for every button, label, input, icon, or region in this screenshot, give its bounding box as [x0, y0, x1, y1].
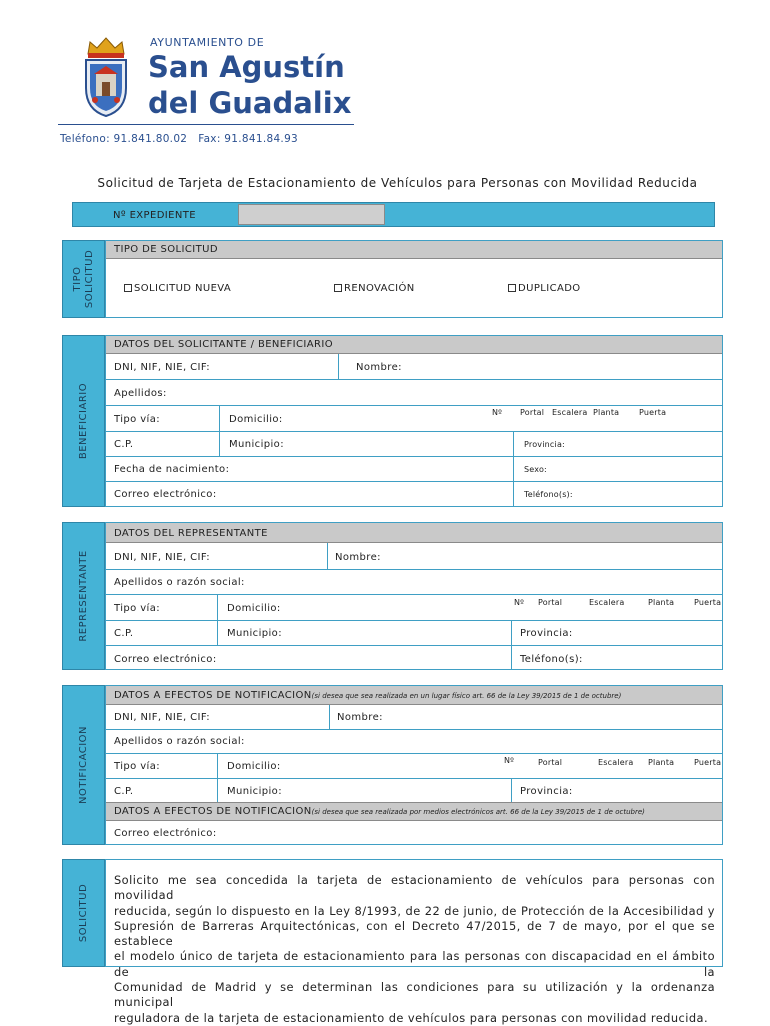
solicitante-telefono-field[interactable]: Teléfono(s): — [524, 490, 573, 499]
notificacion-panel — [105, 685, 723, 845]
notificacion-provincia-field[interactable]: Provincia: — [520, 786, 573, 797]
representante-municipio-field[interactable]: Municipio: — [227, 628, 282, 639]
solicitud-line-4: el modelo único de tarjeta de estacionamiento para las personas con discapacidad en el ámbito de la — [114, 949, 715, 979]
notificacion-correo-field[interactable]: Correo electrónico: — [114, 828, 217, 839]
municipality-name-line2: del Guadalix — [148, 86, 352, 120]
solicitud-panel — [105, 859, 723, 1025]
solicitante-municipio-field[interactable]: Municipio: — [229, 439, 284, 450]
representante-correo-field[interactable]: Correo electrónico: — [114, 654, 217, 665]
representante-apellidos-field[interactable]: Apellidos o razón social: — [114, 577, 245, 588]
notificacion-electronica-note: (si desea que sea realizada por medios electrónicos art. 66 de la Ley 39/2015 de 1 de octubre) — [311, 808, 645, 816]
solicitud-text — [114, 873, 715, 1026]
notificacion-header-note: (si desea que sea realizada en un lugar físico art. 66 de la Ley 39/2015 de 1 de octubre) — [311, 692, 622, 700]
solicitante-provincia-field[interactable]: Provincia: — [524, 440, 565, 449]
header-divider — [58, 124, 354, 125]
solicitante-tipo-via-field[interactable]: Tipo vía: — [114, 414, 161, 425]
solicitante-panel — [105, 335, 723, 507]
checkbox-solicitud-nueva[interactable] — [124, 284, 132, 292]
notificacion-numero-field[interactable]: Nº — [504, 756, 515, 765]
solicitud-line-2: reducida, según lo dispuesto en la Ley 8/1993, de 22 de junio, de Protección de la Accesibilidad y — [114, 903, 715, 918]
expediente-label: Nº EXPEDIENTE — [113, 210, 196, 221]
coat-of-arms-logo — [80, 36, 132, 118]
solicitante-sexo-field[interactable]: Sexo: — [524, 465, 547, 474]
representante-numero-field[interactable]: Nº — [514, 598, 525, 607]
solicitante-escalera-field[interactable]: Escalera — [552, 408, 588, 417]
solicitante-header: DATOS DEL SOLICITANTE / BENEFICIARIO — [106, 336, 722, 354]
representante-nombre-field[interactable]: Nombre: — [335, 552, 381, 563]
notificacion-dni-field[interactable]: DNI, NIF, NIE, CIF: — [114, 712, 211, 723]
representante-provincia-field[interactable]: Provincia: — [520, 628, 573, 639]
notificacion-puerta-field[interactable]: Puerta — [694, 758, 722, 767]
representante-escalera-field[interactable]: Escalera — [589, 598, 625, 607]
beneficiario-side-tab: BENEFICIARIO — [62, 335, 105, 507]
option-duplicado[interactable]: DUPLICADO — [508, 283, 581, 294]
representante-side-tab: REPRESENTANTE — [62, 522, 105, 670]
expediente-bar — [72, 202, 715, 227]
representante-tipo-via-field[interactable]: Tipo vía: — [114, 603, 161, 614]
form-title: Solicitud de Tarjeta de Estacionamiento de Vehículos para Personas con Movilidad Reducida — [97, 176, 698, 190]
representante-panel — [105, 522, 723, 670]
notificacion-portal-field[interactable]: Portal — [538, 758, 563, 767]
solicitud-line-5: Comunidad de Madrid y se determinan las condiciones para su utilización y la ordenanza municipal — [114, 980, 715, 1010]
representante-header: DATOS DEL REPRESENTANTE — [106, 523, 722, 543]
notificacion-planta-field[interactable]: Planta — [648, 758, 675, 767]
checkbox-renovacion[interactable] — [334, 284, 342, 292]
contact-info: Teléfono: 91.841.80.02 Fax: 91.841.84.93 — [60, 133, 299, 145]
tipo-header: TIPO DE SOLICITUD — [106, 241, 722, 259]
representante-domicilio-field[interactable]: Domicilio: — [227, 603, 281, 614]
solicitante-correo-field[interactable]: Correo electrónico: — [114, 489, 217, 500]
notificacion-municipio-field[interactable]: Municipio: — [227, 786, 282, 797]
tipo-side-label: TIPO SOLICITUD — [71, 249, 95, 309]
solicitante-nombre-field[interactable]: Nombre: — [356, 362, 402, 373]
option-renovacion[interactable]: RENOVACIÓN — [334, 283, 415, 294]
representante-puerta-field[interactable]: Puerta — [694, 598, 722, 607]
solicitante-portal-field[interactable]: Portal — [520, 408, 545, 417]
solicitante-dni-field[interactable]: DNI, NIF, NIE, CIF: — [114, 362, 211, 373]
solicitud-line-3: Supresión de Barreras Arquitectónicas, con el Decreto 47/2015, de 7 de mayo, por el que se establece — [114, 918, 715, 949]
tipo-side-tab — [62, 240, 105, 318]
notificacion-nombre-field[interactable]: Nombre: — [337, 712, 383, 723]
notificacion-tipo-via-field[interactable]: Tipo vía: — [114, 761, 161, 772]
notificacion-escalera-field[interactable]: Escalera — [598, 758, 634, 767]
expediente-input[interactable] — [238, 204, 385, 225]
solicitante-puerta-field[interactable]: Puerta — [639, 408, 667, 417]
solicitante-cp-field[interactable]: C.P. — [114, 439, 134, 450]
municipality-prefix: AYUNTAMIENTO DE — [150, 36, 265, 49]
representante-planta-field[interactable]: Planta — [648, 598, 675, 607]
solicitante-domicilio-field[interactable]: Domicilio: — [229, 414, 283, 425]
notificacion-side-tab: NOTIFICACION — [62, 685, 105, 845]
representante-dni-field[interactable]: DNI, NIF, NIE, CIF: — [114, 552, 211, 563]
municipality-name-line1: San Agustín — [148, 50, 345, 84]
solicitud-line-1: Solicito me sea concedida la tarjeta de estacionamiento de vehículos para personas con movilidad — [114, 873, 715, 903]
solicitud-line-6: reguladora de la tarjeta de estacionamiento de vehículos para personas con movilidad reducida. — [114, 1010, 709, 1025]
representante-portal-field[interactable]: Portal — [538, 598, 563, 607]
representante-cp-field[interactable]: C.P. — [114, 628, 134, 639]
tipo-panel — [105, 240, 723, 318]
notificacion-header: DATOS A EFECTOS DE NOTIFICACION(si desea que sea realizada en un lugar físico art. 66 de la Ley 39/2015 de 1 de octubre) — [106, 686, 722, 705]
solicitud-side-tab: SOLICITUD — [62, 859, 105, 967]
notificacion-electronica-header: DATOS A EFECTOS DE NOTIFICACION(si desea que sea realizada por medios electrónicos art. 66 de la Ley 39/2015 de 1 de octubre) — [106, 802, 722, 821]
solicitante-fecha-nacimiento-field[interactable]: Fecha de nacimiento: — [114, 464, 230, 475]
notificacion-cp-field[interactable]: C.P. — [114, 786, 134, 797]
checkbox-duplicado[interactable] — [508, 284, 516, 292]
option-solicitud-nueva[interactable]: SOLICITUD NUEVA — [124, 283, 231, 294]
solicitante-numero-field[interactable]: Nº — [492, 408, 503, 417]
notificacion-apellidos-field[interactable]: Apellidos o razón social: — [114, 736, 245, 747]
solicitante-planta-field[interactable]: Planta — [593, 408, 620, 417]
notificacion-domicilio-field[interactable]: Domicilio: — [227, 761, 281, 772]
representante-telefono-field[interactable]: Teléfono(s): — [520, 654, 583, 665]
solicitante-apellidos-field[interactable]: Apellidos: — [114, 388, 167, 399]
